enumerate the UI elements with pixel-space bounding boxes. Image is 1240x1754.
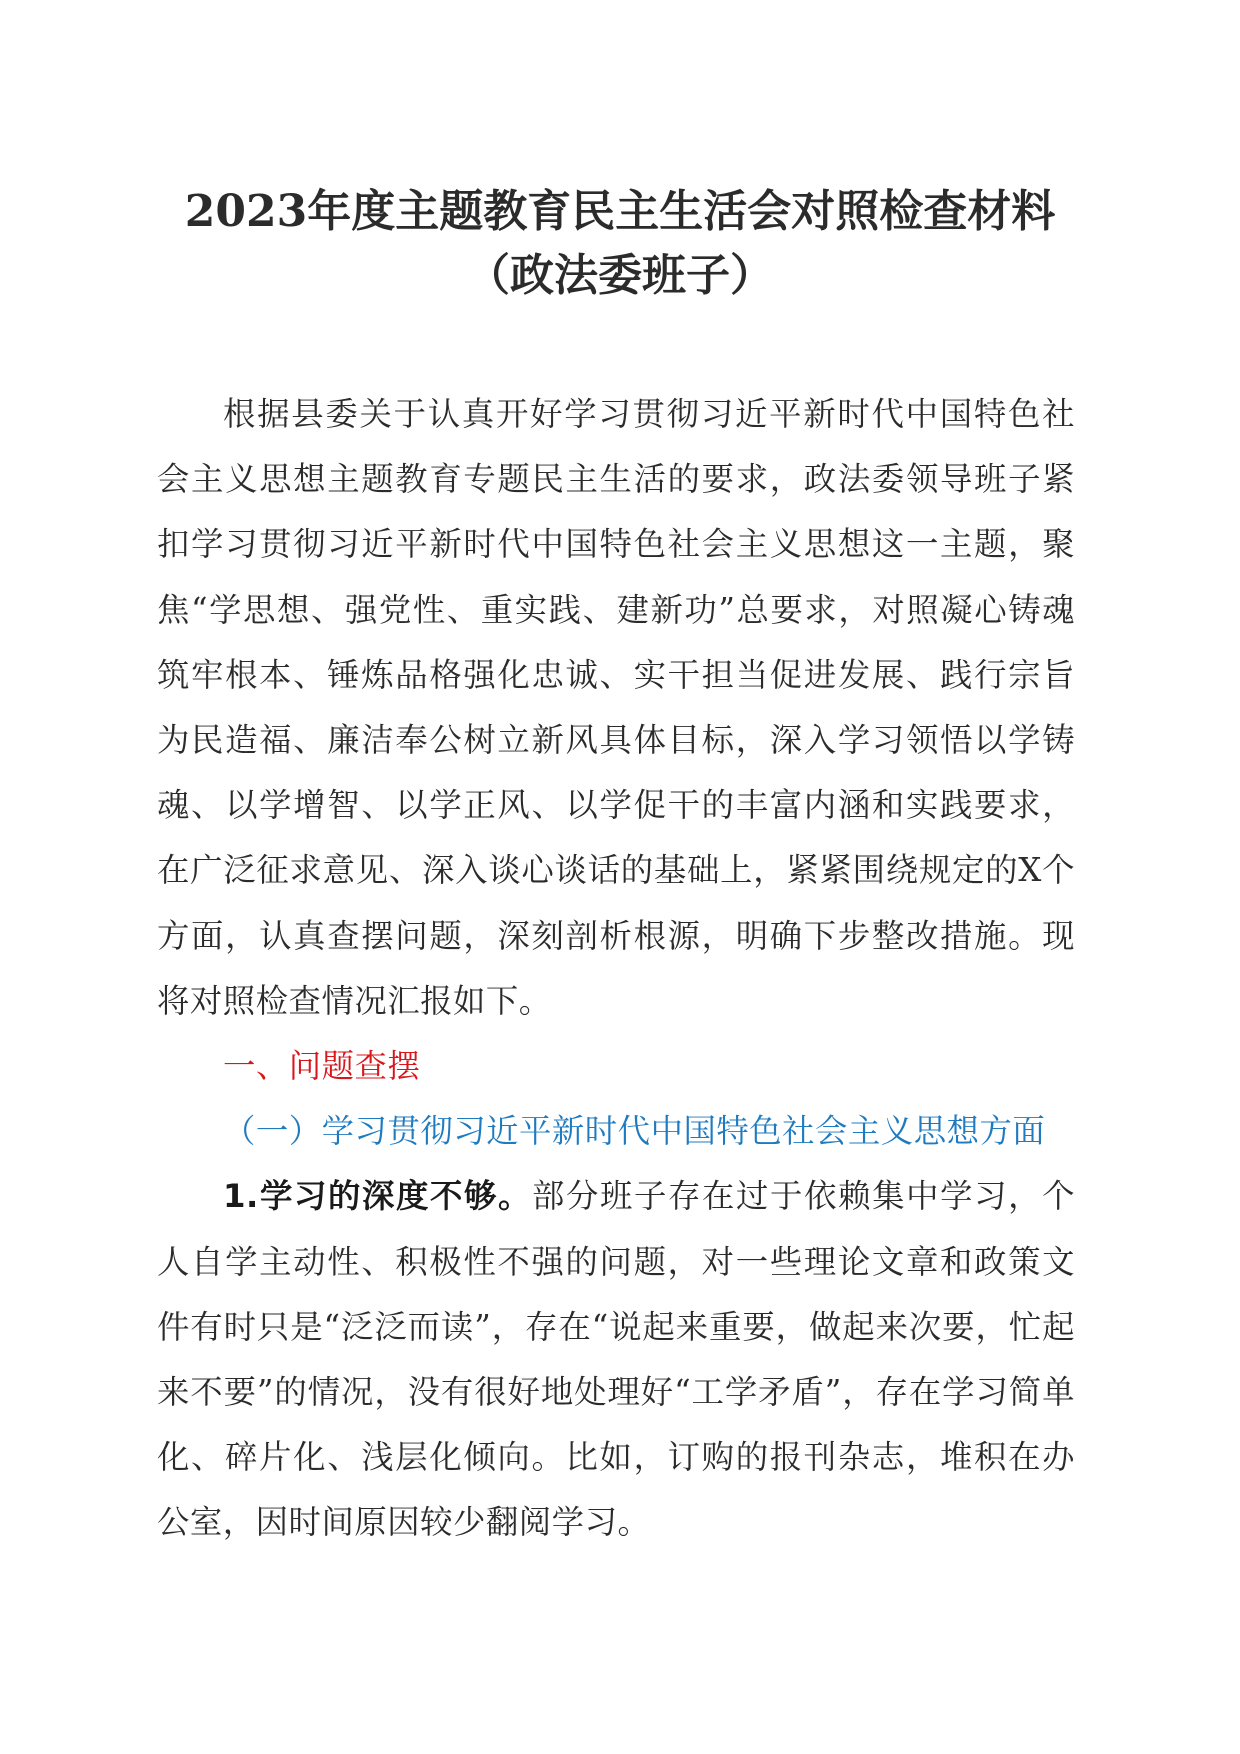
title-line-main: 2023年度主题教育民主生活会对照检查材料 (184, 186, 1056, 237)
intro-paragraph: 根据县委关于认真开好学习贯彻习近平新时代中国特色社会主义思想主题教育专题民主生活的要求，政法委领导班子紧扣学习贯彻习近平新时代中国特色社会主义思想这一主题，聚焦“学思想、强党性、重实践、建新功”总要求，对照凝心铸魂筑牢根本、锤炼品格强化忠诚、实干担当促进发展、践行宗旨为民造福、廉洁奉公树立新风具体目标，深入学习领悟以学铸魂、以学增智、以学正风、以学促干的丰富内涵和实践要求，在广泛征求意见、深入谈心谈话的基础上，紧紧围绕规定的X个方面，认真查摆问题，深刻剖析根源，明确下步整改措施。现将对照检查情况汇报如下。 (157, 395, 1075, 1020)
section-heading-problems: 一、问题查摆 (223, 1047, 421, 1086)
document-title (0, 180, 1240, 308)
item-paragraph-1 (157, 1164, 1075, 1555)
subsection-heading-study: （一）学习贯彻习近平新时代中国特色社会主义思想方面 (223, 1112, 1046, 1151)
item-1-lead: 1.学习的深度不够。 (223, 1177, 533, 1216)
item-1-text: 部分班子存在过于依赖集中学习，个人自学主动性、积极性不强的问题，对一些理论文章和政策文件有时只是“泛泛而读”，存在“说起来重要，做起来次要，忙起来不要”的情况，没有很好地处理好“工学矛盾”，存在学习简单化、碎片化、浅层化倾向。比如，订购的报刊杂志，堆积在办公室，因时间原因较少翻阅学习。 (157, 1177, 1076, 1542)
title-line-sub: （政法委班子） (466, 250, 774, 301)
document-body (157, 382, 1075, 1556)
